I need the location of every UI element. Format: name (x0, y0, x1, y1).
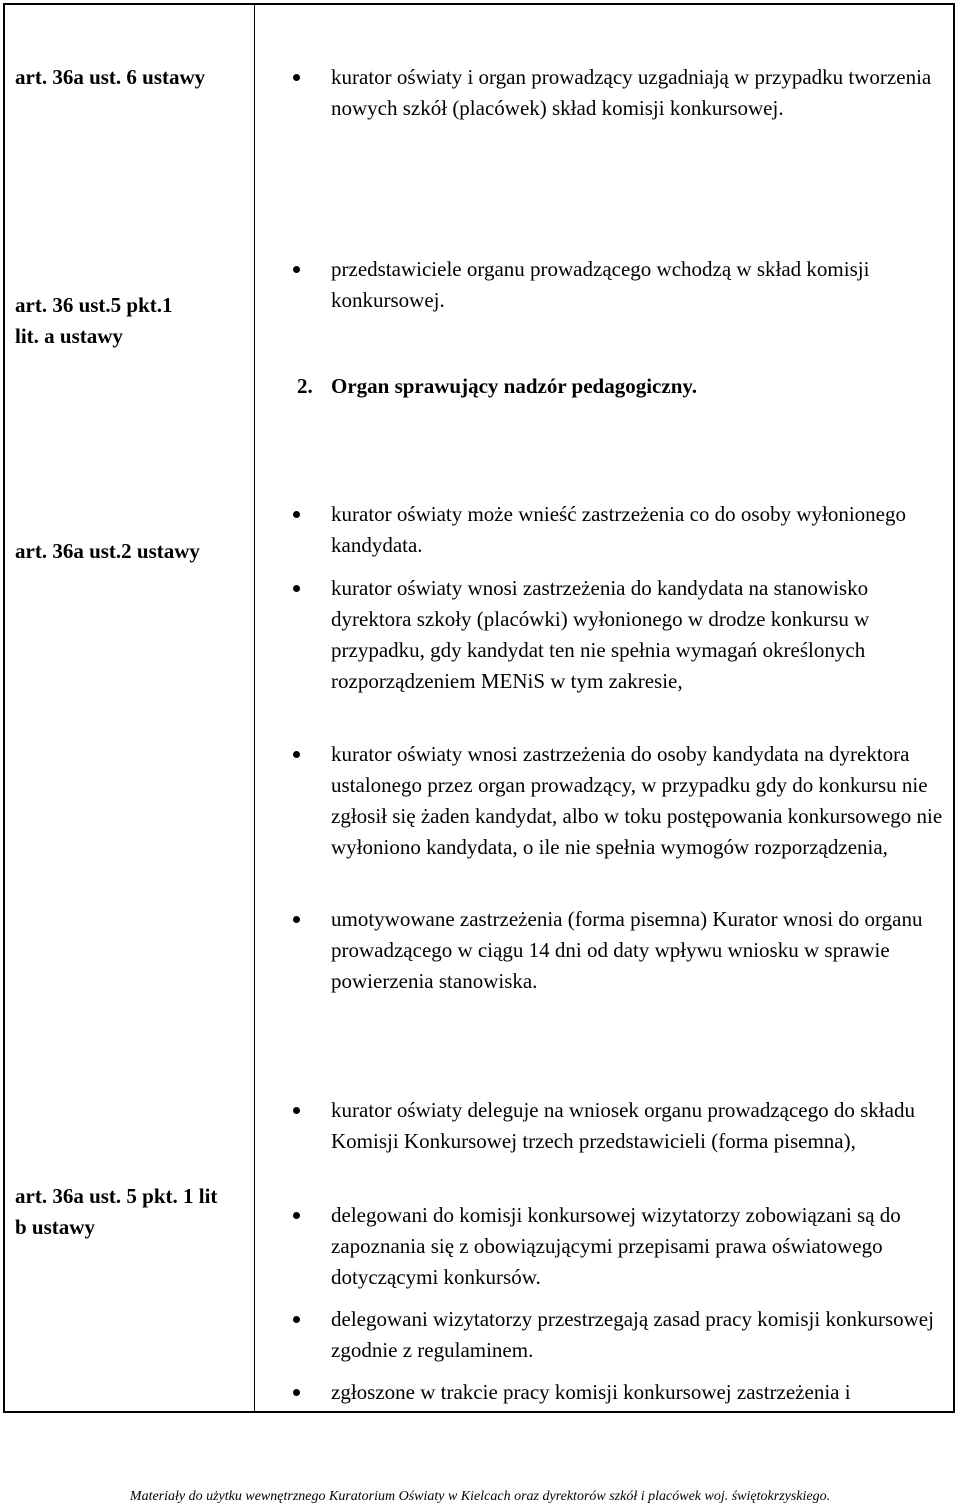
bullet-icon (293, 751, 300, 758)
section-heading (297, 371, 697, 402)
bullet-icon (293, 74, 300, 81)
page-footer: Materiały do użytku wewnętrznego Kuratorium Oświaty w Kielcach oraz dyrektorów szkół i placówek woj. świętokrzyskiego. (129, 1489, 831, 1504)
row-3-item-4: umotywowane zastrzeżenia (forma pisemna) Kurator wnosi do organu prowadzącego w ciągu 14 dni od daty wpływu wniosku w sprawie powierzenia stanowiska. (331, 904, 943, 997)
row-4-item-3: delegowani wizytatorzy przestrzegają zasad pracy komisji konkursowej zgodnie z regulaminem. (331, 1304, 943, 1366)
row-4-item-1: kurator oświaty deleguje na wniosek organu prowadzącego do składu Komisji Konkursowej trzech przedstawicieli (forma pisemna), (331, 1095, 943, 1157)
row-2-item-1: przedstawiciele organu prowadzącego wchodzą w skład komisji konkursowej. (331, 254, 943, 316)
row-4-reference-line-1: art. 36a ust. 5 pkt. 1 lit (15, 1184, 218, 1208)
row-2-reference-line-2: lit. a ustawy (15, 324, 123, 348)
bullet-icon (293, 585, 300, 592)
bullet-icon (293, 266, 300, 273)
row-4-item-4: zgłoszone w trakcie pracy komisji konkursowej zastrzeżenia i (331, 1377, 943, 1408)
row-4-reference-line-2: b ustawy (15, 1215, 95, 1239)
bullet-icon (293, 1389, 300, 1396)
row-3-item-3: kurator oświaty wnosi zastrzeżenia do osoby kandydata na dyrektora ustalonego przez organ prowadzący, w przypadku gdy do konkursu nie zgłosił się żaden kandydat, albo w toku postępowania konkursowego nie wyłoniono kandydata, o ile nie spełnia wymogów rozporządzenia, (331, 739, 943, 863)
bullet-icon (293, 916, 300, 923)
bullet-icon (293, 1316, 300, 1323)
bullet-icon (293, 1212, 300, 1219)
row-1-item-1: kurator oświaty i organ prowadzący uzgadniają w przypadku tworzenia nowych szkół (placówek) skład komisji konkursowej. (331, 62, 943, 124)
bullet-icon (293, 1107, 300, 1114)
table-column-divider (254, 3, 255, 1413)
section-heading-number: 2. (297, 374, 313, 398)
row-1-reference: art. 36a ust. 6 ustawy (15, 65, 206, 89)
row-3-item-2: kurator oświaty wnosi zastrzeżenia do kandydata na stanowisko dyrektora szkoły (placówki) wyłonionego w drodze konkursu w przypadku, gdy kandydat ten nie spełnia wymagań określonych rozporządzeniem MENiS w tym zakresie, (331, 573, 943, 697)
section-heading-text: Organ sprawujący nadzór pedagogiczny. (331, 374, 697, 398)
row-4-item-2: delegowani do komisji konkursowej wizytatorzy zobowiązani są do zapoznania się z obowiązującymi przepisami prawa oświatowego dotyczącymi konkursów. (331, 1200, 943, 1293)
row-2-reference-line-1: art. 36 ust.5 pkt.1 (15, 293, 173, 317)
row-3-item-1: kurator oświaty może wnieść zastrzeżenia co do osoby wyłonionego kandydata. (331, 499, 943, 561)
bullet-icon (293, 511, 300, 518)
row-3-reference: art. 36a ust.2 ustawy (15, 539, 200, 563)
